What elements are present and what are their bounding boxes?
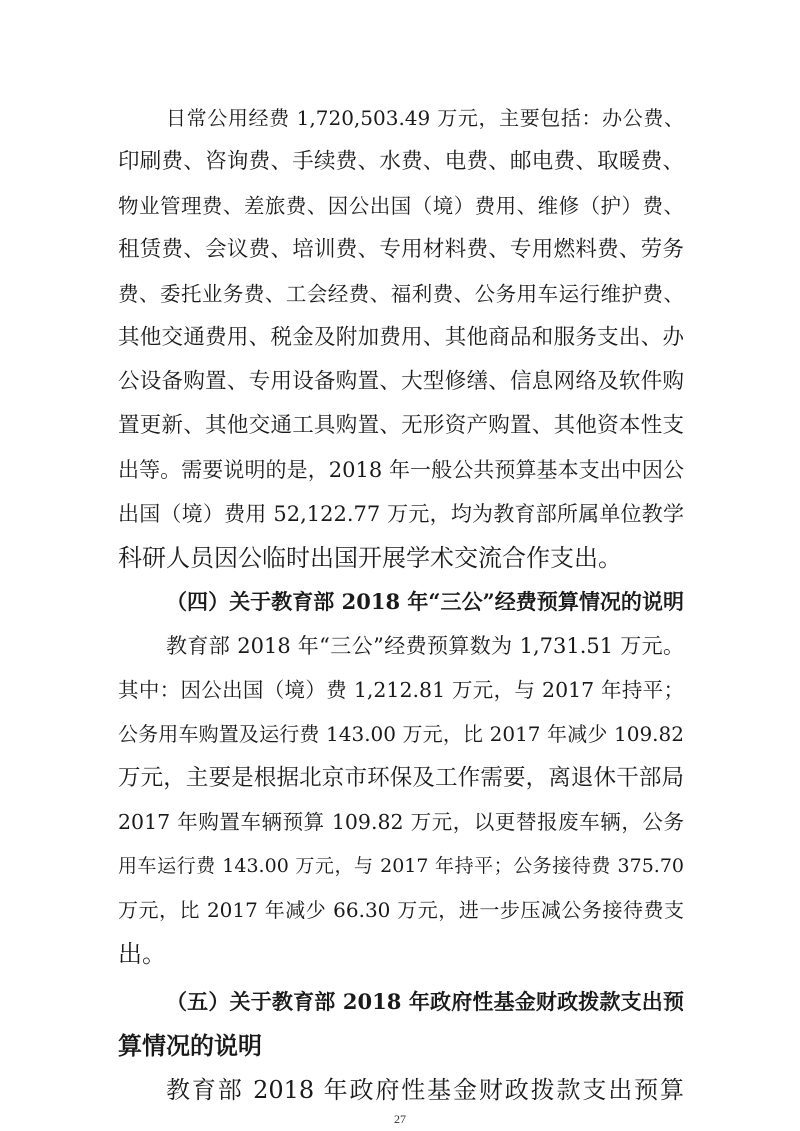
body-text-line: 其中：因公出国（境）费 1,212.81 万元，与 2017 年持平； <box>118 678 684 702</box>
body-text-line: 出。 <box>118 940 166 968</box>
section-heading: （五）关于教育部 2018 年政府性基金财政拨款支出预 <box>166 989 684 1014</box>
page-number: 27 <box>394 1112 406 1126</box>
body-text-line: 租赁费、会议费、培训费、专用材料费、专用燃料费、劳务 <box>118 237 684 262</box>
body-text-line: 公设备购置、专用设备购置、大型修缮、信息网络及软件购 <box>118 369 684 394</box>
body-text-line: 用车运行费 143.00 万元，与 2017 年持平；公务接待费 375.70 <box>118 855 684 877</box>
body-text-line: 费、委托业务费、工会经费、福利费、公务用车运行维护费、 <box>118 282 684 306</box>
body-text-line: 物业管理费、差旅费、因公出国（境）费用、维修（护）费、 <box>118 194 684 218</box>
body-text-line: 公务用车购置及运行费 143.00 万元，比 2017 年减少 109.82 <box>118 722 684 746</box>
body-text-line: 置更新、其他交通工具购置、无形资产购置、其他资本性支 <box>118 413 684 438</box>
section-heading: （四）关于教育部 2018 年“三公”经费预算情况的说明 <box>166 589 684 614</box>
section-heading-continued: 算情况的说明 <box>118 1031 262 1060</box>
body-text-line: 教育部 2018 年政府性基金财政拨款支出预算 <box>166 1076 684 1104</box>
body-text-line: 万元，主要是根据北京市环保及工作需要，离退休干部局 <box>118 765 684 791</box>
body-text-line: 出等。需要说明的是，2018 年一般公共预算基本支出中因公 <box>118 458 684 482</box>
body-text-line: 出国（境）费用 52,122.77 万元，均为教育部所属单位教学 <box>118 502 684 526</box>
body-text-line: 教育部 2018 年“三公”经费预算数为 1,731.51 万元。 <box>166 634 684 658</box>
body-text-line: 其他交通费用、税金及附加费用、其他商品和服务支出、办 <box>118 325 684 350</box>
body-text-line: 日常公用经费 1,720,503.49 万元，主要包括：办公费、 <box>166 106 684 130</box>
body-text-line: 2017 年购置车辆预算 109.82 万元，以更替报废车辆，公务 <box>118 810 684 834</box>
body-text-line: 万元，比 2017 年减少 66.30 万元，进一步压减公务接待费支 <box>118 898 684 922</box>
body-text-line: 印刷费、咨询费、手续费、水费、电费、邮电费、取暖费、 <box>118 149 684 174</box>
body-text-line: 科研人员因公临时出国开展学术交流合作支出。 <box>118 544 622 572</box>
